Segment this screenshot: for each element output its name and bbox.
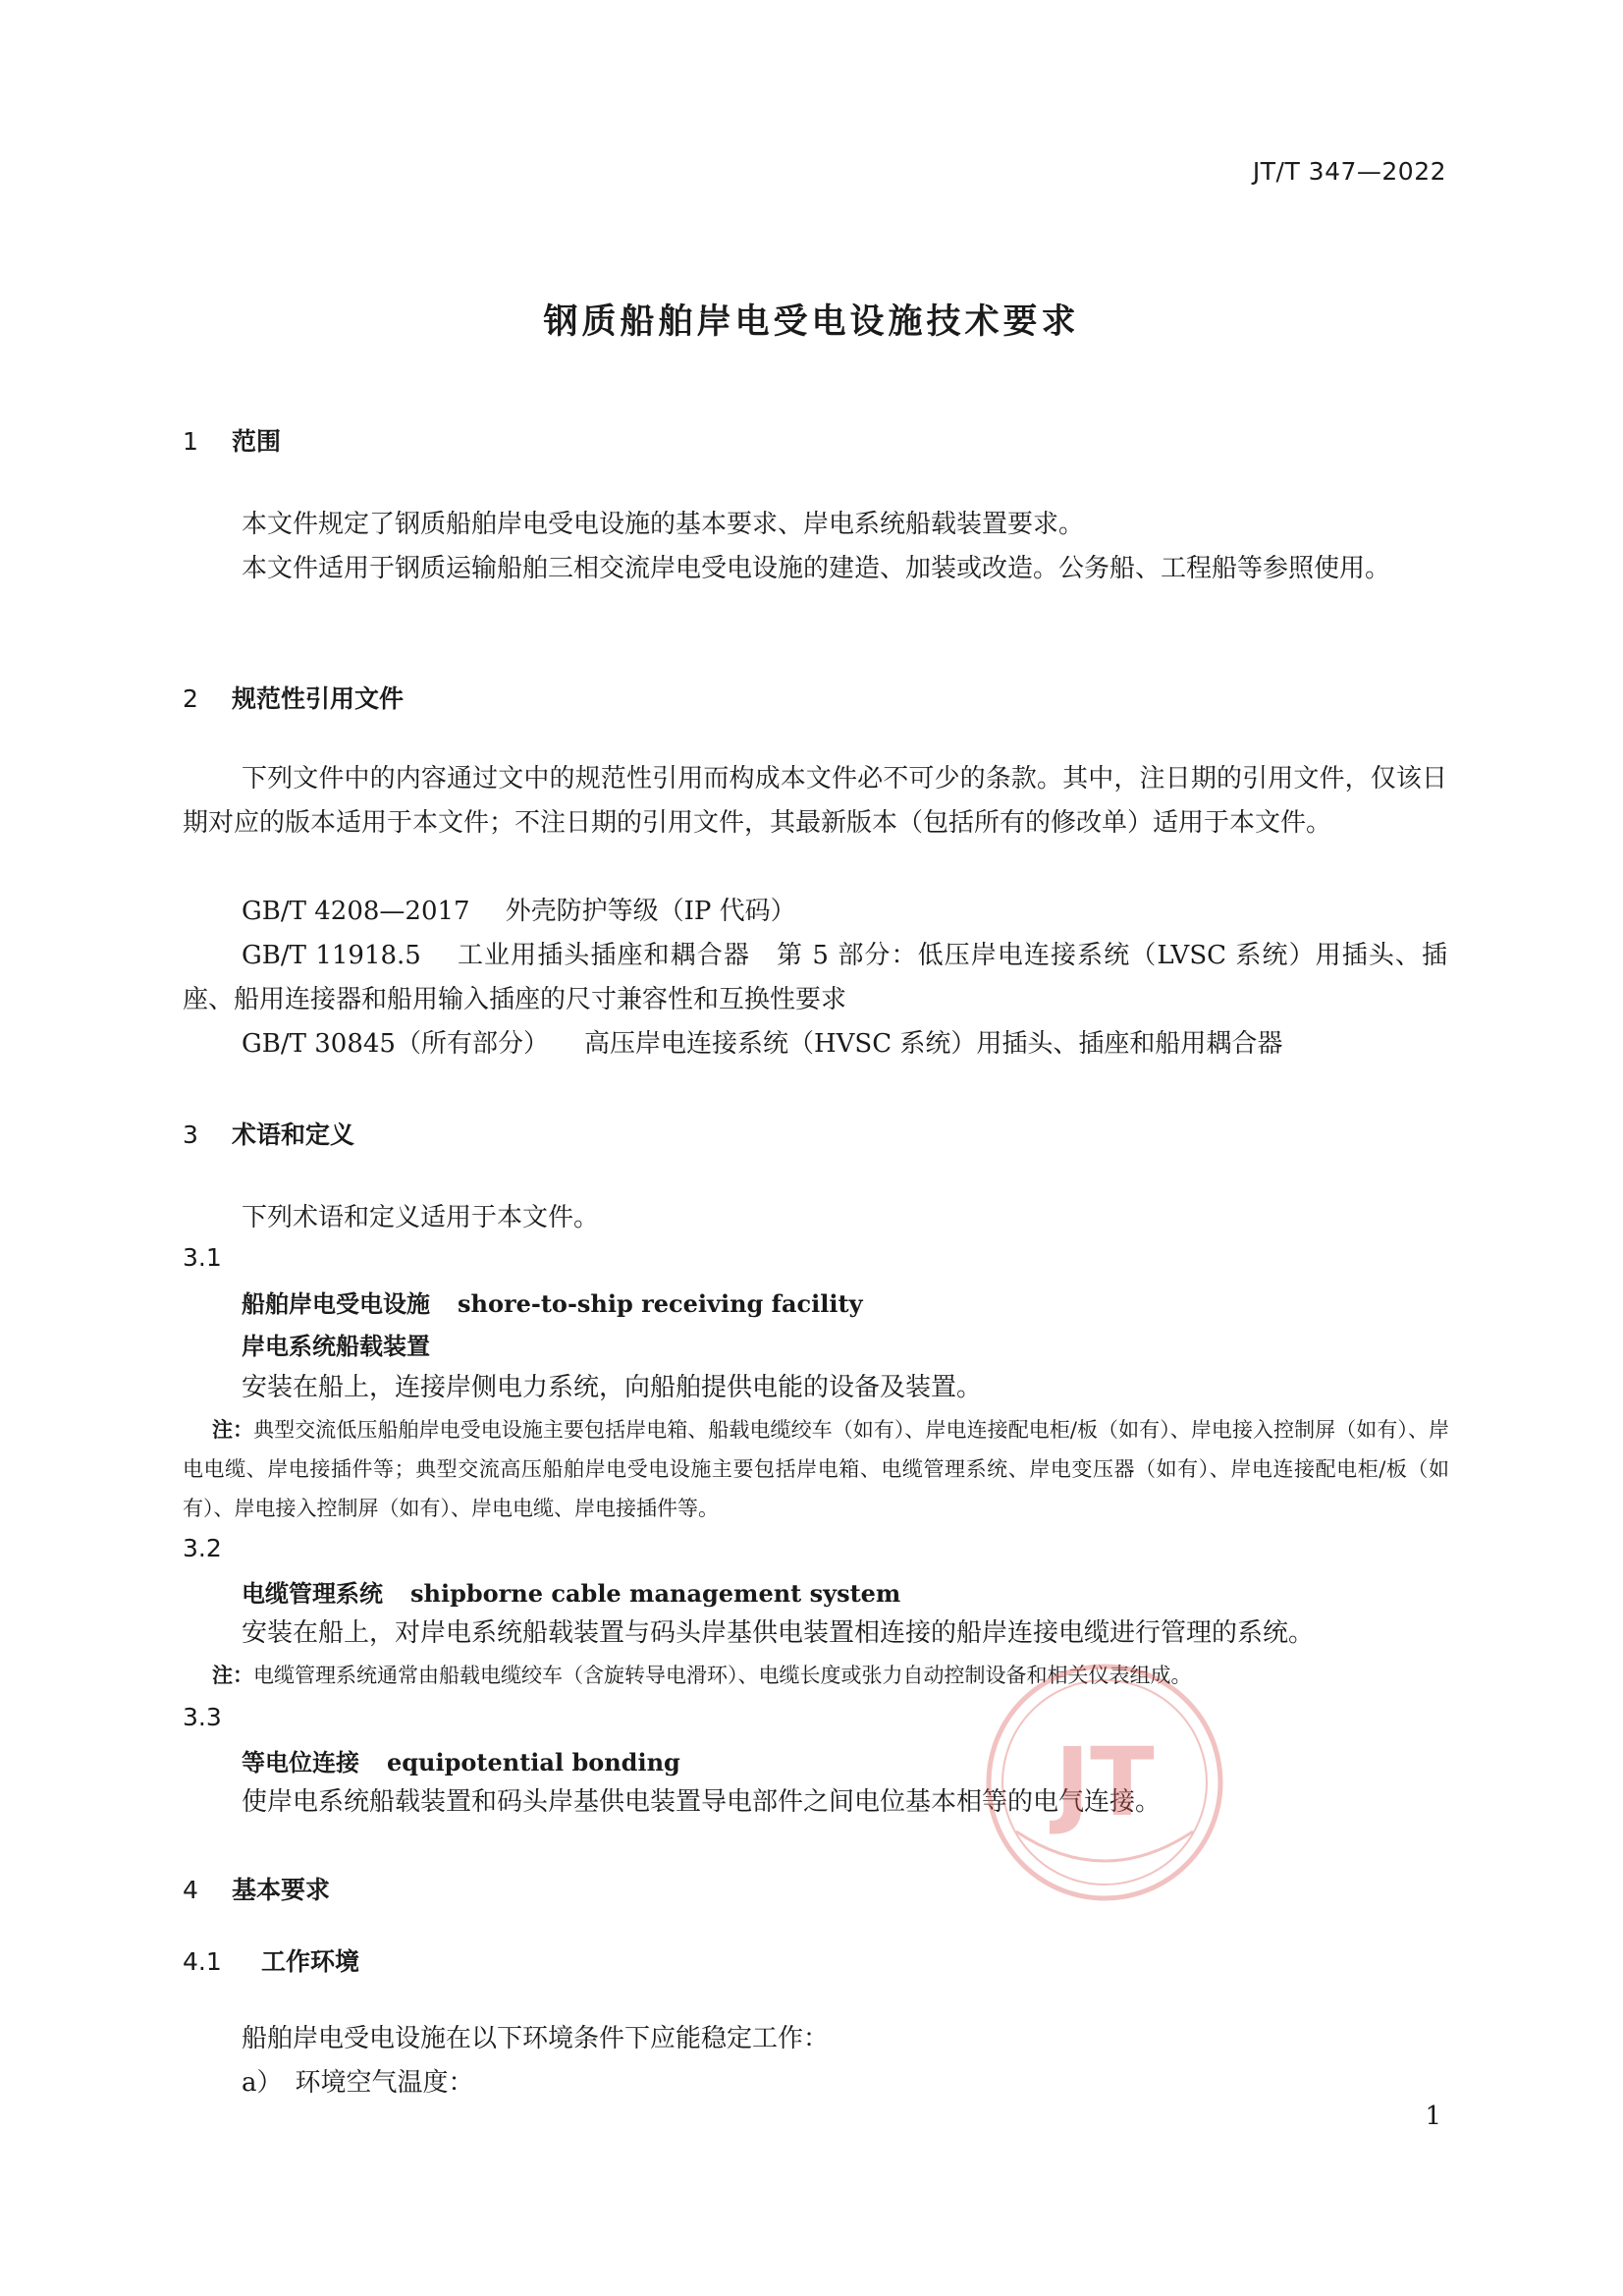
reference-item: GB/T 11918.5 工业用插头插座和耦合器 第 5 部分：低压岸电连接系统（LVSC 系统）用插头、插座、船用连接器和船用输入插座的尺寸兼容性和互换性要求 [183, 941, 1448, 1014]
section-1-heading: 1 范围 [183, 427, 282, 456]
document-title: 钢质船舶岸电受电设施技术要求 [543, 302, 1080, 342]
section-2-paragraph: 下列文件中的内容通过文中的规范性引用而构成本文件必不可少的条款。其中，注日期的引用文件，仅该日期对应的版本适用于本文件；不注日期的引用文件，其最新版本（包括所有的修改单）适用于本文件。 [183, 764, 1447, 838]
term-note: 注：电缆管理系统通常由船载电缆绞车（含旋转导电滑环）、电缆长度或张力自动控制设备和相关仪表组成。 [212, 1664, 1192, 1687]
term-definition: 安装在船上，连接岸侧电力系统，向船舶提供电能的设备及装置。 [242, 1373, 983, 1402]
page-number: 1 [1425, 2102, 1441, 2131]
list-item-a: a） 环境空气温度： [242, 2068, 474, 2098]
reference-item: GB/T 30845（所有部分） 高压岸电连接系统（HVSC 系统）用插头、插座和船用耦合器 [242, 1029, 1283, 1059]
clause-number: 3.1 [183, 1243, 222, 1272]
section-3-heading: 3 术语和定义 [183, 1121, 355, 1149]
section-2-heading: 2 规范性引用文件 [183, 684, 405, 713]
standard-code: JT/T 347—2022 [1252, 157, 1446, 186]
clause-number: 3.2 [183, 1534, 222, 1562]
term-alternative: 岸电系统船载装置 [242, 1333, 430, 1360]
subsection-4-1-heading: 4.1 工作环境 [183, 1947, 360, 1976]
reference-item: GB/T 4208—2017 外壳防护等级（IP 代码） [242, 897, 796, 926]
section-4-paragraph: 船舶岸电受电设施在以下环境条件下应能稳定工作： [242, 2024, 830, 2053]
term-heading: 船舶岸电受电设施 shore-to-ship receiving facility [242, 1289, 863, 1318]
term-note: 注：典型交流低压船舶岸电受电设施主要包括岸电箱、船载电缆绞车（如有）、岸电连接配电柜/板（如有）、岸电接入控制屏（如有）、岸电电缆、岸电接插件等；典型交流高压船舶岸电受电设施主要包括岸电箱、电缆管理系统、岸电变压器（如有）、岸电连接配电柜/板（如有）、岸电接入控制屏（如有）、岸电电缆、岸电接插件等。 [183, 1418, 1450, 1520]
term-definition: 使岸电系统船载装置和码头岸基供电装置导电部件之间电位基本相等的电气连接。 [242, 1787, 1162, 1817]
jt-stamp-watermark [982, 1660, 1227, 1905]
stamp-text: JT [1055, 1727, 1155, 1837]
term-heading: 等电位连接 equipotential bonding [242, 1748, 680, 1777]
clause-number: 3.3 [183, 1703, 222, 1731]
term-heading: 电缆管理系统 shipborne cable management system [242, 1579, 901, 1608]
section-1-paragraph-1: 本文件规定了钢质船舶岸电受电设施的基本要求、岸电系统船载装置要求。 [242, 510, 1085, 539]
term-definition: 安装在船上，对岸电系统船载装置与码头岸基供电装置相连接的船岸连接电缆进行管理的系统。 [242, 1618, 1315, 1648]
section-4-heading: 4 基本要求 [183, 1876, 331, 1904]
section-1-paragraph-2: 本文件适用于钢质运输船舶三相交流岸电受电设施的建造、加装或改造。公务船、工程船等参照使用。 [242, 554, 1391, 583]
section-3-intro: 下列术语和定义适用于本文件。 [242, 1203, 600, 1232]
